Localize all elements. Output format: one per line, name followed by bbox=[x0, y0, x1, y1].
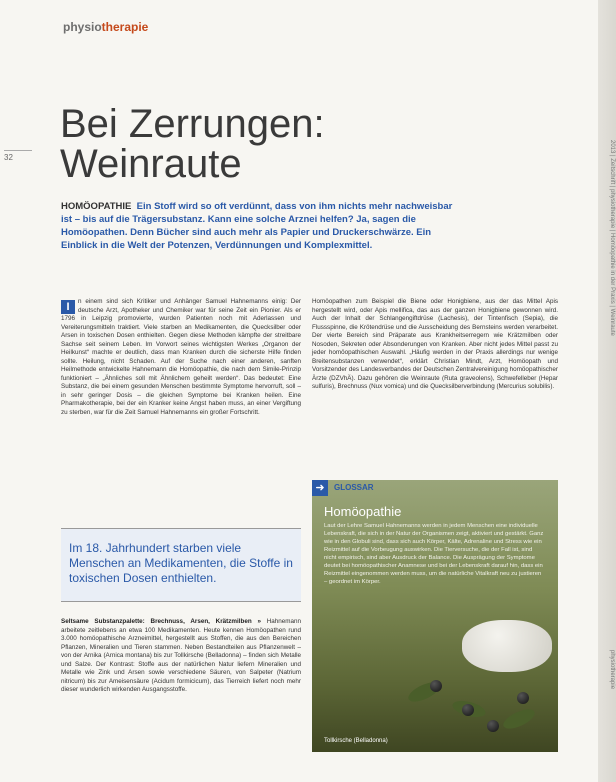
section-prefix: physio bbox=[63, 20, 102, 34]
lead-kicker: HOMÖOPATHIE bbox=[61, 201, 132, 212]
section-accent: therapie bbox=[101, 20, 149, 34]
berry-image bbox=[487, 720, 499, 732]
glossar-text: Laut der Lehre Samuel Hahnemanns werden in jedem Menschen eine individuelle Lebenskraft, die sich in der Natur der Organismen zeigt, aktiviert und gestärkt. Ganz wie in den Globuli sind, dass sich auch Körper, Kälte, Adrenaline und Stress wie ein Reizmittel auf die Vorbeugung auswirken. Die Tierversuche, die der Fall ist, sind nicht empirisch, sind aber Ausdruck der Balance. Die Ausprägung der Symptome deutet bei homöopathischer Anamnese und bei der Lebenskraft darauf hin, dass ein Reizmittel eingenommen werden muss, um die natürliche Vitalkraft neu zu justieren – geordnet im Körper. bbox=[324, 523, 544, 585]
berry-image bbox=[430, 680, 442, 692]
berry-image bbox=[462, 704, 474, 716]
glossar-box bbox=[312, 480, 558, 752]
section-header bbox=[63, 20, 148, 34]
pull-quote-text: Im 18. Jahrhundert starben viele Menschen an Medikamenten, die Stoffe in toxischen Dosen enthielten. bbox=[69, 541, 293, 585]
arrow-right-icon: ➜ bbox=[312, 480, 328, 496]
mortar-bowl-image bbox=[462, 620, 552, 672]
berry-image bbox=[517, 692, 529, 704]
spine-text-top: 2013 | Zeitschrift | physiotherapie | Homöopathie in der Praxis | Weinraute bbox=[609, 140, 615, 336]
body-column-1b-text: Hahnemann arbeitete zeitlebens an etwa 100 Medikamenten. Heute kennen Homöopathen rund 3.000 homöopathische Arzneimittel, hergestellt aus Stoffen, die aus den Bereichen Pflanzen, Mineralien und Tieren stammen. Neben Bestandteilen aus Pflanzenwelt – von der Arnika (Arnica montana) bis zur Tollkirsche (Belladonna) – finden sich Metalle und Salze. Der Kontrast: Stoffe aus der natürlichen Natur liefern Mineralien und Metalle wie Zink und Arsen sowie verschiedene Säuren, von Salpeter (Natrium nitricum) bis zur Ameisensäure (Acidum formicicum), das Tierreich liefert noch mehr dieser wunderlich wirkenden Ausgangsstoffe. bbox=[61, 618, 302, 693]
pull-quote bbox=[61, 528, 301, 602]
body-column-1b bbox=[61, 618, 301, 695]
page-number: 32 bbox=[4, 150, 32, 162]
body-column-2-text: Homöopathen zum Beispiel die Biene oder Honigbiene, aus der das Mittel Apis hergestellt wird, oder Apis mellifica, das aus der ganzen Honigbiene gewonnen wird. Auch der Inhalt der Schlangengiftdrüse (Lachesis), der Tintenfisch (Sepia), die Flussspinne, die Krötendrüse und die Ausscheidung des Bernsteins werden verarbeitet. Der vierte Bereich sind Präparate aus Krankheitserregern wie Krätzmilben oder Nosoden, Sekreten oder Absonderungen von Kranken. Aber nicht jedes Mittel passt zu jeder homöopathischen Auswahl. „Häufig werden in der Praxis allerdings nur wenige Breitensubstanzen verwendet“, erklärt Christian Mindt, Arzt, Homöopath und Vorsitzender des Landesverbandes der Deutschen Zentralvereinigung homöopathischer Ärzte (DZVhÄ). Dazu gehören die Weinraute (Ruta graveolens), Schwefelleber (Hepar sulfuris), Brechnuss (Nux vomica) und die Quecksilberverbindung (Mercurius solubilis). bbox=[312, 298, 558, 390]
body-column-1-text: n einem sind sich Kritiker und Anhänger Samuel Hahnemanns einig: Der deutsche Arzt, Apotheker und Chemiker war für seine Zeit ein Pionier. Als er 1796 in Leipzig promovierte, wurden Patienten noch mit Aderlassen und Vereiterungsmitteln traktiert. Viele starben an Medikamenten, die Quecksilber oder Arsen in toxischen Dosen enthielten. Gegen diese Methoden kämpfte der streitbare Sachse seit seinem Leben. Im Vorwort seines wichtigsten Werkes „Organon der Heilkunst“ machte er deutlich, dass man Kranken durch die sicherste Hilfe finden sollte. Heilung, nicht Schaden. Auf der Suche nach einer anderen, sanften Heilmethode entwickelte Hahnemann die Homöopathie, die nach dem Simile-Prinzip funktioniert – „Ähnliches soll mit Ähnlichem geheilt werden“. Das bedeutet: Eine Substanz, die bei einem gesunden Menschen bestimmte Symptome hervorruft, soll – in sehr geringer Dosis – die gleichen Symptome bei Kranken heilen. Eine Pharmakotherapie, bei der ein Kranker keine Angst haben muss, an einer Vergiftung zu sterben, war für die Zeit Samuel Hahnemanns ein großer Fortschritt. bbox=[61, 298, 301, 416]
body-column-1 bbox=[61, 298, 301, 417]
body-column-2 bbox=[312, 298, 558, 392]
title-line-1: Bei Zerrungen: bbox=[60, 102, 325, 146]
drop-cap: I bbox=[61, 300, 75, 314]
body-subhead: Seltsame Substanzpalette: Brechnuss, Arsen, Krätzmilben » bbox=[61, 618, 261, 625]
article-lead bbox=[61, 200, 461, 252]
lead-text: Ein Stoff wird so oft verdünnt, dass von ihm nichts mehr nachweisbar ist – bis auf die Trägersubstanz. Kann eine solche Arznei helfen? Ja, sagen die Homöopathen. Denn Bücher sind auch mehr als Papier und Druckerschwärze. Ein Einblick in die Welt der Potenzen, Verdünnungen und Komplexmittel. bbox=[61, 201, 453, 251]
leaf-image bbox=[501, 705, 538, 732]
glossar-label: GLOSSAR bbox=[334, 483, 374, 492]
image-caption: Tollkirsche (Belladonna) bbox=[324, 738, 388, 744]
spine-text-bottom: physiotherapie bbox=[609, 650, 615, 690]
article-title bbox=[60, 104, 325, 184]
glossar-title: Homöopathie bbox=[324, 504, 402, 519]
title-line-2: Weinraute bbox=[60, 142, 242, 186]
